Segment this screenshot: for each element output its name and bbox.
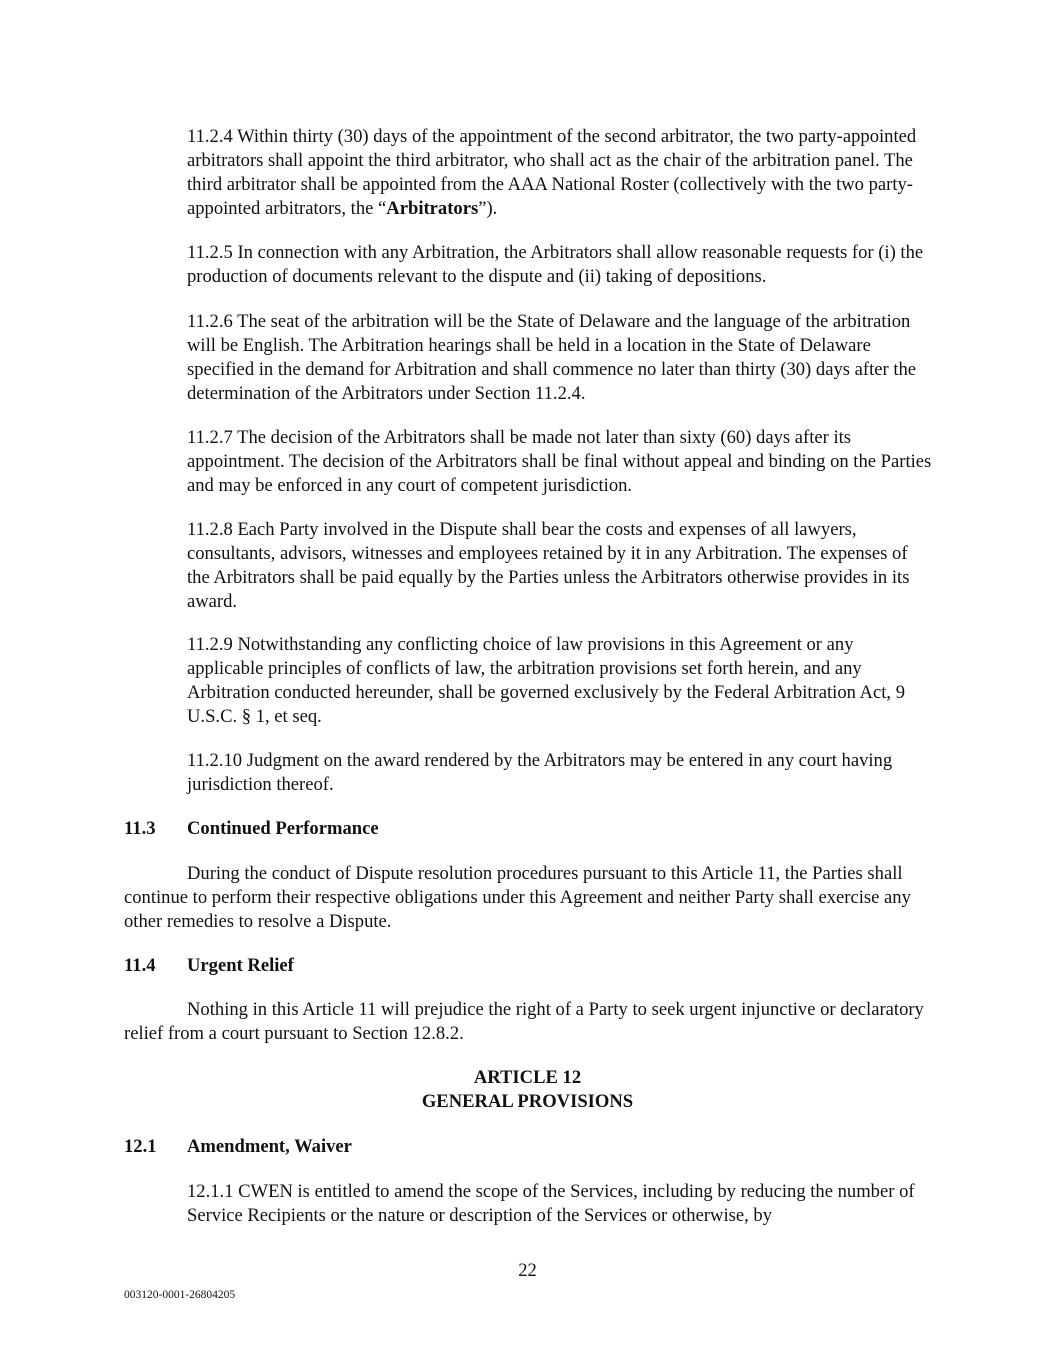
- document-id: 003120-0001-26804205: [124, 1289, 236, 1301]
- paragraph-11-3-body: During the conduct of Dispute resolution procedures pursuant to this Article 11, the Parties shall continue to perform their respective obligations under this Agreement and neither Party shall exercise any other remedies to resolve a Dispute.: [124, 863, 911, 932]
- section-heading-11-4: 11.4 Urgent Relief: [124, 955, 294, 976]
- defined-term-arbitrators: Arbitrators: [386, 198, 479, 219]
- paragraph-11-2-4: 11.2.4 Within thirty (30) days of the appointment of the second arbitrator, the two party-appointed arbitrators shall appoint the third arbitrator, who shall act as the chair of the arbitration panel. The third arbitrator shall be appointed from the AAA National Roster (collectively with the two party-appointed arbitrators, the “Arbitrators”).: [187, 126, 917, 219]
- paragraph-11-2-8: 11.2.8 Each Party involved in the Dispute shall bear the costs and expenses of all lawyers, consultants, advisors, witnesses and employees retained by it in any Arbitration. The expenses of the Arbitrators shall be paid equally by the Parties unless the Arbitrators otherwise provides in its award.: [187, 519, 910, 612]
- section-heading-12-1: 12.1 Amendment, Waiver: [124, 1136, 352, 1157]
- paragraph-11-2-7: 11.2.7 The decision of the Arbitrators shall be made not later than sixty (60) days after its appointment. The decision of the Arbitrators shall be final without appeal and binding on the Parties and may be enforced in any court of competent jurisdiction.: [187, 427, 932, 496]
- paragraph-11-2-9: 11.2.9 Notwithstanding any conflicting choice of law provisions in this Agreement or any applicable principles of conflicts of law, the arbitration provisions set forth herein, and any Arbitration conducted hereunder, shall be governed exclusively by the Federal Arbitration Act, 9 U.S.C. § 1, et seq.: [187, 634, 905, 727]
- paragraph-11-2-10: 11.2.10 Judgment on the award rendered by the Arbitrators may be entered in any court having jurisdiction thereof.: [187, 750, 893, 795]
- paragraph-11-4-body: Nothing in this Article 11 will prejudice the right of a Party to seek urgent injunctive or declaratory relief from a court pursuant to Section 12.8.2.: [124, 999, 924, 1044]
- paragraph-12-1-1: 12.1.1 CWEN is entitled to amend the scope of the Services, including by reducing the number of Service Recipients or the nature or description of the Services or otherwise, by: [187, 1181, 915, 1226]
- article-number: ARTICLE 12: [473, 1067, 582, 1088]
- section-heading-11-3: 11.3 Continued Performance: [124, 818, 379, 839]
- paragraph-11-2-6: 11.2.6 The seat of the arbitration will be the State of Delaware and the language of the arbitration will be English. The Arbitration hearings shall be held in a location in the State of Delaware specified in the demand for Arbitration and shall commence no later than thirty (30) days after the determination of the Arbitrators under Section 11.2.4.: [187, 311, 917, 404]
- article-title: GENERAL PROVISIONS: [421, 1091, 634, 1112]
- paragraph-11-2-5: 11.2.5 In connection with any Arbitration, the Arbitrators shall allow reasonable requests for (i) the production of documents relevant to the dispute and (ii) taking of depositions.: [187, 242, 924, 287]
- page-number: 22: [518, 1260, 537, 1281]
